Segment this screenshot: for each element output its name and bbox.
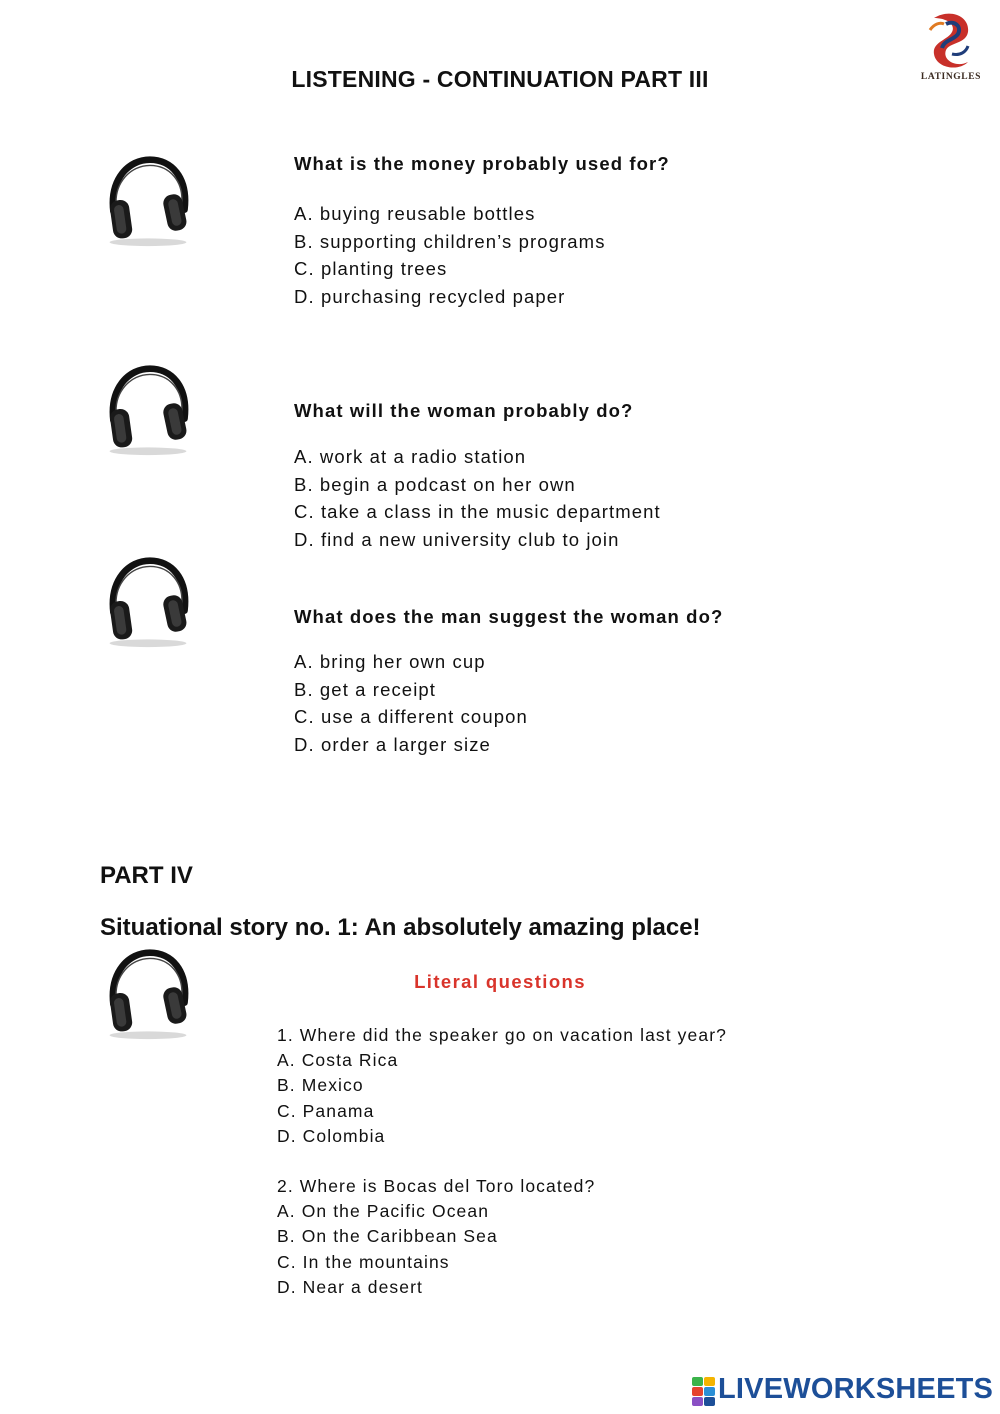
option: B. Mexico <box>277 1075 364 1096</box>
liveworksheets-blocks-icon <box>692 1377 716 1407</box>
question-text: 1. Where did the speaker go on vacation last year? <box>277 1025 727 1045</box>
headphones-icon <box>100 945 196 1041</box>
option-list <box>294 200 606 311</box>
option-list <box>294 443 661 554</box>
liveworksheets-logo <box>692 1372 992 1410</box>
option: C. planting trees <box>294 258 448 280</box>
literal-question-block <box>270 1023 727 1149</box>
part-heading: PART IV <box>100 862 193 889</box>
option: A. buying reusable bottles <box>294 203 536 224</box>
page-title: LISTENING - CONTINUATION PART III <box>291 66 709 92</box>
option: B. supporting children’s programs <box>294 230 606 252</box>
option: D. Near a desert <box>277 1276 423 1297</box>
logo-text: LATINGLES <box>920 72 982 82</box>
question-text: 2. Where is Bocas del Toro located? <box>277 1176 596 1196</box>
headphones-icon <box>100 152 196 248</box>
question-text: What does the man suggest the woman do? <box>294 606 724 627</box>
option: B. get a receipt <box>294 678 437 700</box>
option: A. Costa Rica <box>277 1050 399 1071</box>
option: C. In the mountains <box>277 1251 450 1272</box>
option: D. purchasing recycled paper <box>294 286 566 308</box>
option: B. On the Caribbean Sea <box>277 1226 498 1247</box>
option: A. bring her own cup <box>294 651 486 672</box>
literal-question-block <box>270 1174 595 1300</box>
latingles-logo <box>912 10 990 90</box>
liveworksheets-text: LIVEWORKSHEETS <box>718 1373 994 1405</box>
option: C. use a different coupon <box>294 706 528 728</box>
option: D. find a new university club to join <box>294 529 620 551</box>
literal-questions-heading: Literal questions <box>414 971 586 992</box>
question-text: What is the money probably used for? <box>294 153 670 174</box>
option: A. work at a radio station <box>294 446 527 467</box>
headphones-icon <box>100 361 196 457</box>
option: C. take a class in the music department <box>294 501 661 523</box>
option: B. begin a podcast on her own <box>294 473 576 495</box>
option: A. On the Pacific Ocean <box>277 1201 490 1222</box>
headphones-icon <box>100 553 196 649</box>
question-text: What will the woman probably do? <box>294 400 634 421</box>
option: C. Panama <box>277 1100 375 1121</box>
story-title: Situational story no. 1: An absolutely amazing place! <box>100 914 701 941</box>
option-list <box>294 648 528 759</box>
bird-logo-icon <box>912 10 990 72</box>
option: D. order a larger size <box>294 734 491 756</box>
option: D. Colombia <box>277 1125 386 1146</box>
